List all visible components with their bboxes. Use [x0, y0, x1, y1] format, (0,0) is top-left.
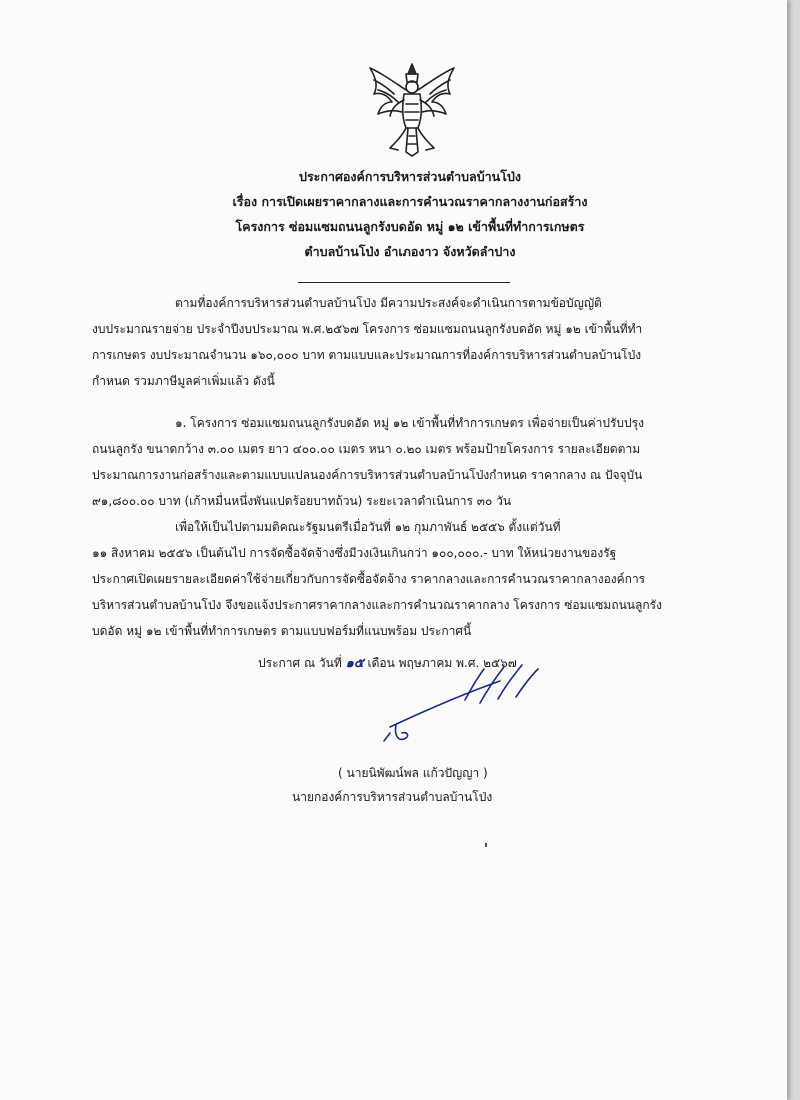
- paragraph-1-line: การเกษตร งบประมาณจำนวน ๑๖๐,๐๐๐ บาท ตามแบบและประมาณการที่องค์การบริหารส่วนตำบลบ้านโป่ง: [92, 348, 642, 362]
- heading-location: ตำบลบ้านโป่ง อำเภองาว จังหวัดลำปาง: [304, 244, 516, 259]
- date-year-label: พ.ศ.: [456, 656, 480, 670]
- date-year: ๒๕๖๗: [483, 656, 517, 670]
- heading-project: โครงการ ซ่อมแซมถนนลูกรังบดอัด หมู่ ๑๒ เข้าพื้นที่ทำการเกษตร: [235, 219, 585, 234]
- date-day: ๑๕: [345, 656, 364, 671]
- signature-image: [360, 655, 590, 745]
- signatory-name: ( นายนิพัฒน์พล แก้วปัญญา ): [338, 766, 488, 780]
- paragraph-1-line: ตามที่องค์การบริหารส่วนตำบลบ้านโป่ง มีความประสงค์จะดำเนินการตามข้อบัญญัติ: [175, 296, 602, 310]
- heading-organization: ประกาศองค์การบริหารส่วนตำบลบ้านโป่ง: [299, 169, 521, 184]
- paragraph-2-line: ประมาณการงานก่อสร้างและตามแบบแปลนองค์การบริหารส่วนตำบลบ้านโป่งกำหนด ราคากลาง ณ ปัจจุบัน: [92, 468, 643, 482]
- signatory-title: นายกองค์การบริหารส่วนตำบลบ้านโป่ง: [292, 790, 493, 804]
- divider-rule: [298, 282, 510, 283]
- paragraph-2-line: ๑. โครงการ ซ่อมแซมถนนลูกรังบดอัด หมู่ ๑๒ เข้าพื้นที่ทำการเกษตร เพื่อจ่ายเป็นค่าปรับปรุง: [175, 416, 644, 430]
- paragraph-3-line: บริหารส่วนตำบลบ้านโป่ง จึงขอแจ้งประกาศราคากลางและการคำนวณราคากลาง โครงการ ซ่อมแซมถนนลูกรัง: [92, 598, 662, 612]
- heading-subject: เรื่อง การเปิดเผยราคากลางและการคำนวณราคากลางงานก่อสร้าง: [232, 194, 588, 209]
- paragraph-3-line: เพื่อให้เป็นไปตามมติคณะรัฐมนตรีเมื่อวันที่ ๑๒ กุมภาพันธ์ ๒๕๕๖ ตั้งแต่วันที่: [175, 520, 561, 534]
- paragraph-3-line: ประกาศเปิดเผยรายละเอียดค่าใช้จ่ายเกี่ยวกับการจัดซื้อจัดจ้าง ราคากลางและการคำนวณราคากลางองค์การ: [92, 572, 646, 586]
- scan-speck: [485, 843, 487, 847]
- paragraph-1-line: งบประมาณรายจ่าย ประจำปีงบประมาณ พ.ศ.๒๕๖๗ โครงการ ซ่อมแซมถนนลูกรังบดอัด หมู่ ๑๒ เข้าพื้นที่ทำ: [92, 322, 643, 336]
- date-month-label: เดือน: [367, 656, 395, 670]
- date-month: พฤษภาคม: [398, 656, 453, 670]
- garuda-emblem-icon: [362, 60, 462, 158]
- paragraph-2-line: ถนนลูกรัง ขนาดกว้าง ๓.๐๐ เมตร ยาว ๔๐๐.๐๐ เมตร หนา ๐.๒๐ เมตร พร้อมป้ายโครงการ รายละเอียดตาม: [92, 442, 641, 456]
- paragraph-3-line: บดอัด หมู่ ๑๒ เข้าพื้นที่ทำการเกษตร ตามแบบฟอร์มที่แนบพร้อม ประกาศนี้: [92, 624, 472, 638]
- paragraph-2-line: ๙๑,๘๐๐.๐๐ บาท (เก้าหมื่นหนึ่งพันแปดร้อยบาทถ้วน) ระยะเวลาดำเนินการ ๓๐ วัน: [92, 494, 512, 508]
- paragraph-1-line: กำหนด รวมภาษีมูลค่าเพิ่มแล้ว ดังนี้: [92, 374, 275, 388]
- date-prefix: ประกาศ ณ วันที่: [258, 656, 342, 670]
- paragraph-3-line: ๑๑ สิงหาคม ๒๕๕๖ เป็นต้นไป การจัดซื้อจัดจ้างซึ่งมีวงเงินเกินกว่า ๑๐๐,๐๐๐.- บาท ให้หน่วยงานของรัฐ: [92, 546, 617, 560]
